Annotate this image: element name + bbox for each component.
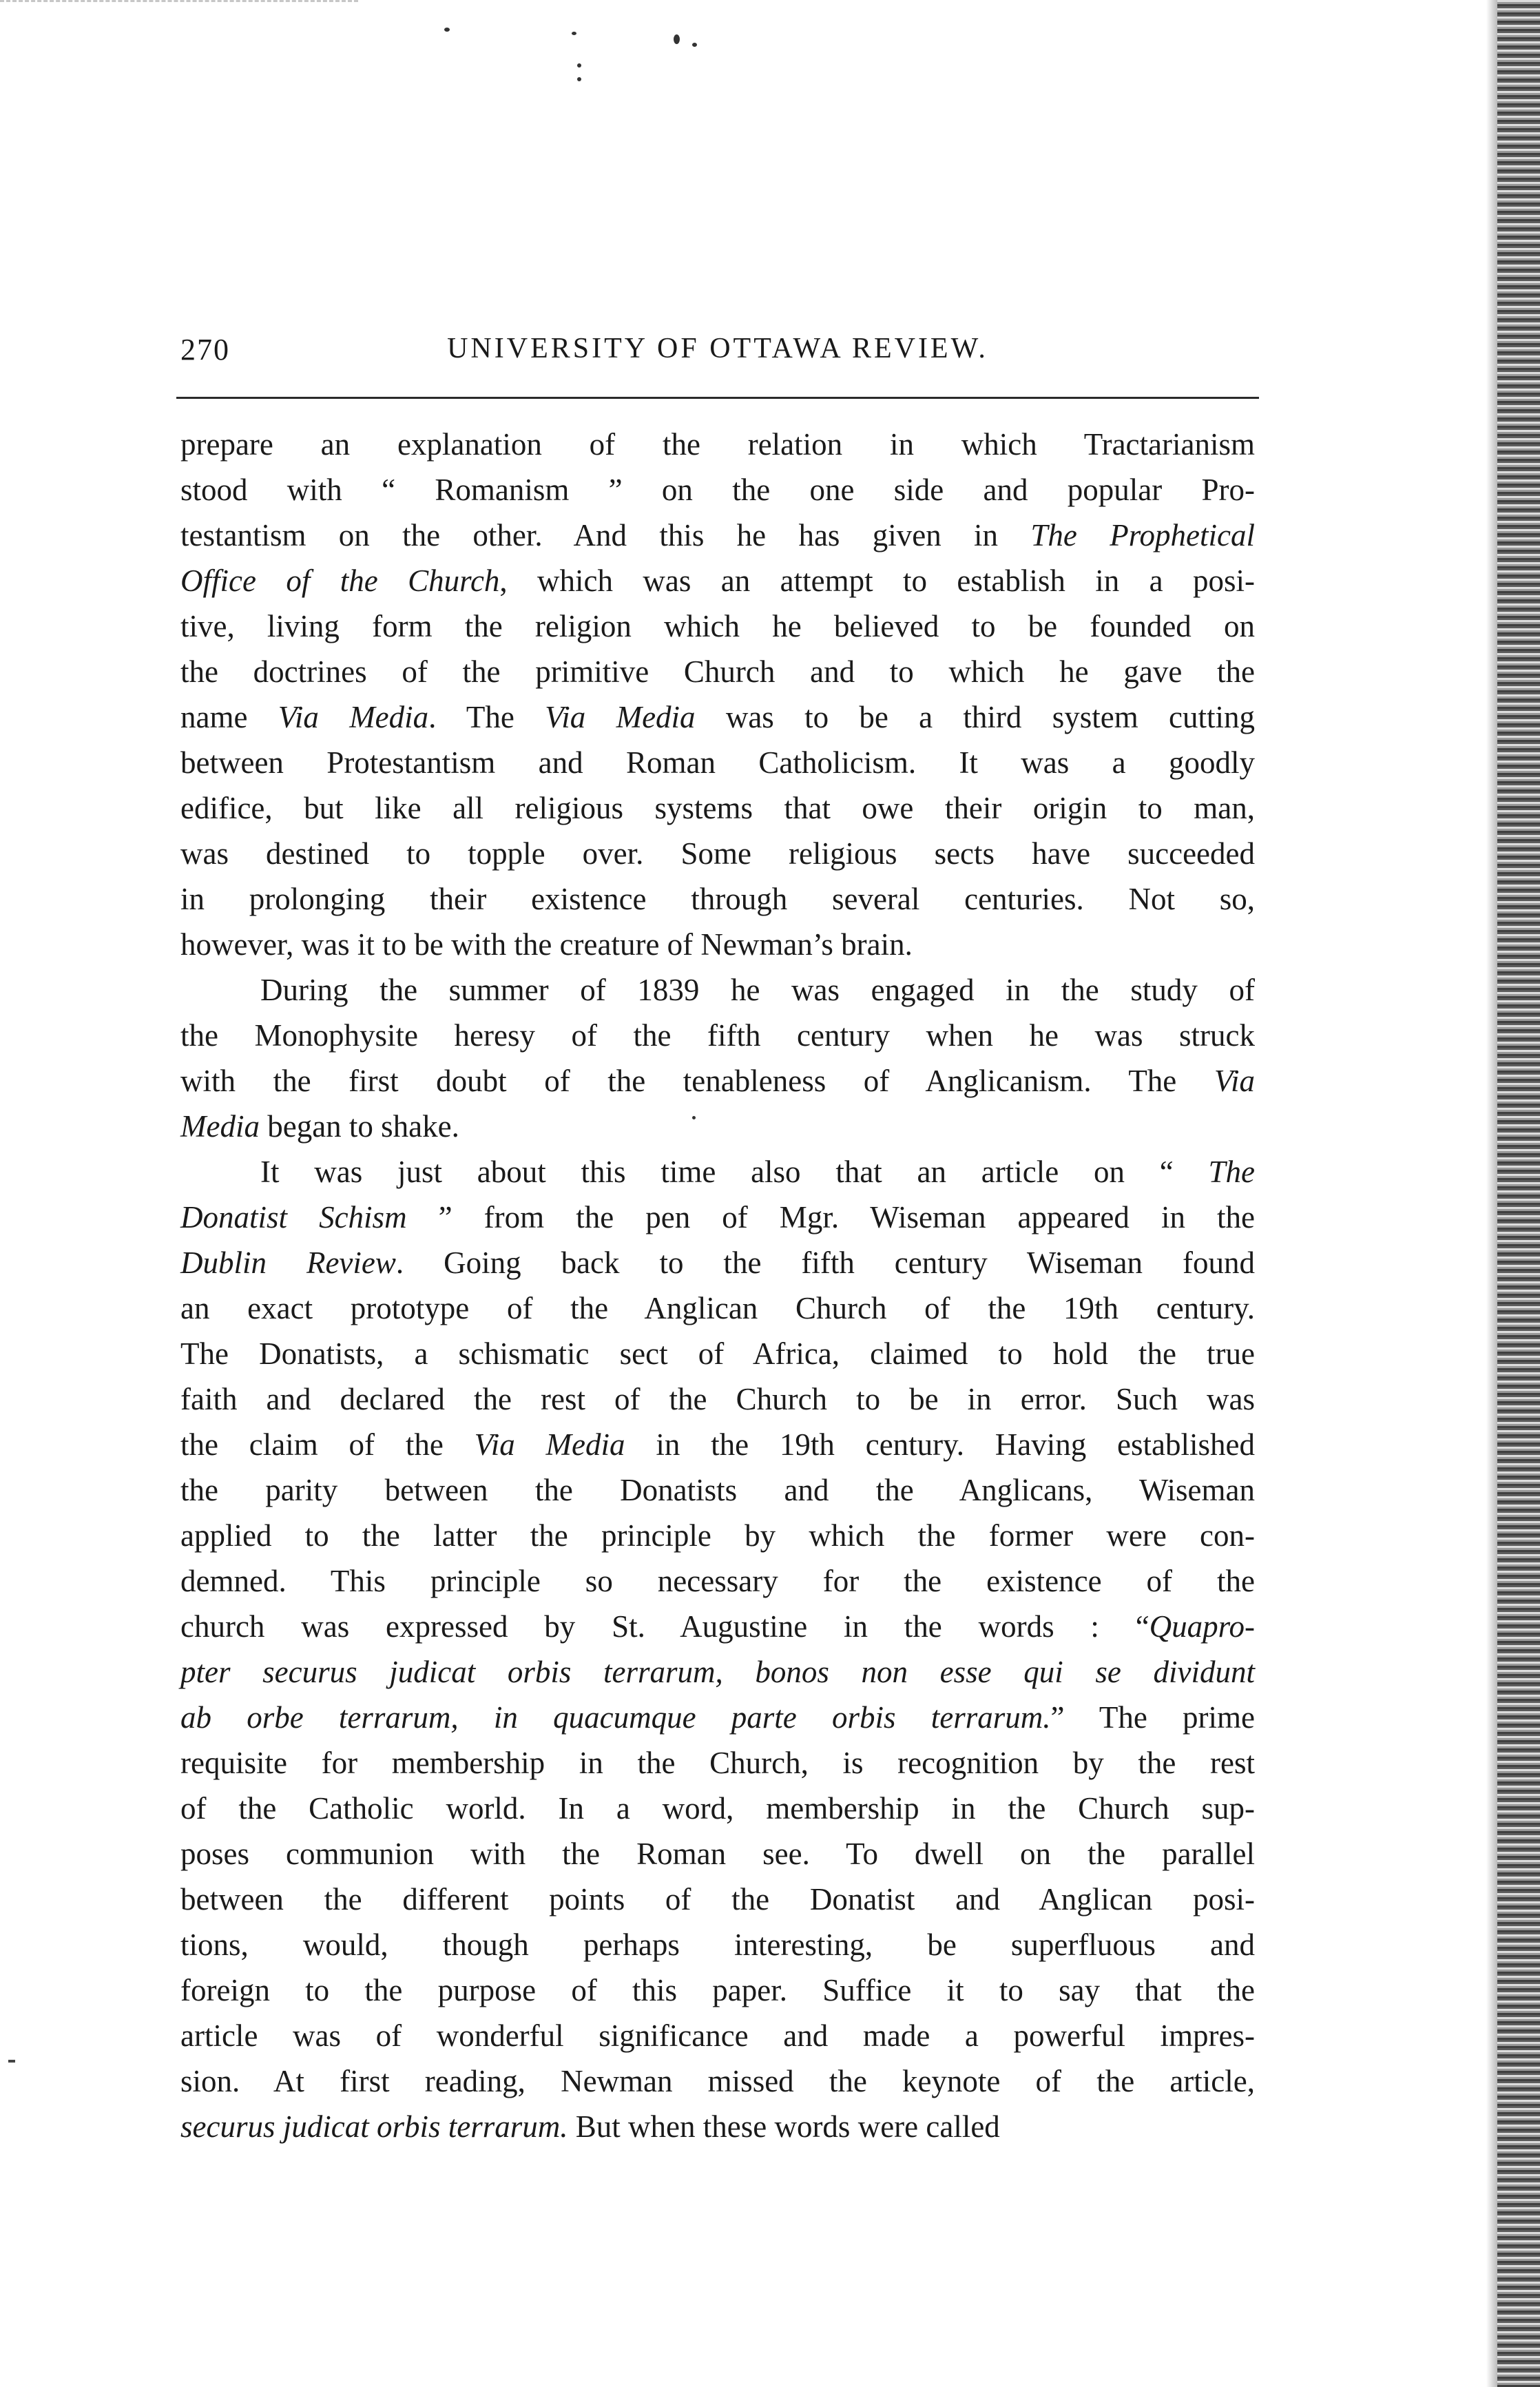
text-line	[180, 1058, 1255, 1104]
text-run: the parity between the Donatists and the Anglicans, Wiseman	[180, 1473, 1255, 1507]
text-line	[180, 1240, 1255, 1285]
scan-speck	[577, 63, 581, 68]
text-run: between the different points of the Donatist and Anglican posi-	[180, 1882, 1255, 1916]
text-run: name	[180, 700, 278, 734]
text-line	[180, 649, 1255, 694]
text-run: between Protestantism and Roman Catholicism. It was a goodly	[180, 745, 1255, 780]
text-run: in prolonging their existence through several centuries. Not so,	[180, 882, 1255, 916]
text-line	[180, 1604, 1255, 1649]
text-line	[180, 967, 1255, 1013]
text-line	[180, 1967, 1255, 2013]
text-line	[180, 1649, 1255, 1695]
running-title: UNIVERSITY OF OTTAWA REVIEW.	[447, 333, 988, 364]
article-body	[180, 422, 1255, 2149]
text-line	[180, 1285, 1255, 1331]
text-run: of the Catholic world. In a word, membership in the Church sup-	[180, 1791, 1255, 1826]
italic-run: Media	[180, 1109, 260, 1144]
text-run: ” The prime	[1050, 1700, 1255, 1735]
text-run: church was expressed by St. Augustine in the words : “	[180, 1609, 1149, 1644]
page-edge	[1497, 0, 1540, 2387]
text-run: testantism on the other. And this he has given in	[180, 518, 1031, 552]
text-run: ” from the pen of Mgr. Wiseman appeared in the	[406, 1200, 1255, 1234]
text-line	[180, 2013, 1255, 2058]
text-run: prepare an explanation of the relation in which Tractarianism	[180, 427, 1255, 462]
binding-shadow	[1486, 0, 1497, 2387]
text-line	[180, 2104, 1255, 2149]
text-line	[180, 1149, 1255, 1195]
italic-run: Via Media	[278, 700, 429, 734]
text-run: tions, would, though perhaps interesting, be superfluous and	[180, 1928, 1255, 1962]
running-header	[180, 332, 1255, 373]
text-line	[180, 922, 1255, 967]
text-run: in the 19th century. Having established	[625, 1427, 1256, 1462]
text-run: with the first doubt of the tenableness of Anglicanism. The	[180, 1064, 1214, 1098]
text-run: . The	[428, 700, 545, 734]
margin-mark	[8, 2060, 15, 2063]
text-line	[180, 1922, 1255, 1967]
text-line	[180, 1786, 1255, 1831]
text-line	[180, 740, 1255, 785]
text-line	[180, 1195, 1255, 1240]
page-number: 270	[180, 333, 230, 366]
text-run: the Monophysite heresy of the fifth century when he was struck	[180, 1018, 1255, 1053]
text-line	[180, 603, 1255, 649]
text-run: stood with “ Romanism ” on the one side and popular Pro-	[180, 473, 1255, 507]
scan-speck	[674, 34, 680, 44]
italic-run: pter securus judicat orbis terrarum, bonos non esse qui se dividunt	[180, 1655, 1255, 1689]
text-line	[180, 876, 1255, 922]
scan-speck	[577, 77, 581, 81]
text-line	[180, 1558, 1255, 1604]
text-run: . Going back to the fifth century Wiseman found	[395, 1246, 1255, 1280]
italic-run: The Prophetical	[1030, 518, 1255, 552]
text-run: faith and declared the rest of the Church to be in error. Such was	[180, 1382, 1255, 1416]
text-run: was to be a third system cutting	[695, 700, 1255, 734]
text-line	[180, 1740, 1255, 1786]
text-run: was destined to topple over. Some religious sects have succeeded	[180, 836, 1255, 871]
text-line	[180, 1467, 1255, 1513]
header-rule	[176, 397, 1259, 399]
text-line	[180, 1831, 1255, 1877]
text-run: sion. At first reading, Newman missed the keynote of the article,	[180, 2064, 1255, 2098]
text-run: It was just about this time also that an article on “	[260, 1155, 1209, 1189]
text-run: requisite for membership in the Church, is recognition by the rest	[180, 1746, 1255, 1780]
scan-speck	[444, 28, 450, 32]
text-line	[180, 422, 1255, 467]
text-run: demned. This principle so necessary for the existence of the	[180, 1564, 1255, 1598]
text-run: But when these words were called	[568, 2109, 1000, 2144]
italic-run: Via Media	[474, 1427, 625, 1462]
text-line	[180, 2058, 1255, 2104]
text-line	[180, 1513, 1255, 1558]
text-run: tive, living form the religion which he believed to be founded on	[180, 609, 1255, 643]
text-line	[180, 558, 1255, 603]
text-run: an exact prototype of the Anglican Church of the 19th century.	[180, 1291, 1255, 1325]
italic-run: Via	[1214, 1064, 1255, 1098]
text-run: applied to the latter the principle by which the former were con-	[180, 1518, 1255, 1553]
scan-artifact	[0, 0, 358, 14]
text-line	[180, 1877, 1255, 1922]
scan-speck	[572, 32, 576, 35]
text-run: the claim of the	[180, 1427, 475, 1462]
text-line	[180, 831, 1255, 876]
text-run: The Donatists, a schismatic sect of Africa, claimed to hold the true	[180, 1336, 1255, 1371]
text-run: article was of wonderful significance and made a powerful impres-	[180, 2018, 1255, 2053]
italic-run: ab orbe terrarum, in quacumque parte orbis terrarum.	[180, 1700, 1051, 1735]
text-line	[180, 1104, 1255, 1149]
text-run: poses communion with the Roman see. To dwell on the parallel	[180, 1837, 1255, 1871]
text-run: edifice, but like all religious systems that owe their origin to man,	[180, 791, 1255, 825]
text-line	[180, 1013, 1255, 1058]
text-line	[180, 694, 1255, 740]
text-run: began to shake.	[259, 1109, 459, 1144]
italic-run: Dublin Review	[180, 1246, 396, 1280]
italic-run: Quapro-	[1149, 1609, 1255, 1644]
italic-run: Donatist Schism	[180, 1200, 407, 1234]
italic-run: The	[1208, 1155, 1255, 1189]
paragraph	[180, 1149, 1255, 2149]
text-run: During the summer of 1839 he was engaged in the study of	[260, 973, 1255, 1007]
paragraph	[180, 422, 1255, 967]
text-line	[180, 785, 1255, 831]
text-line	[180, 1695, 1255, 1740]
text-line	[180, 1331, 1255, 1376]
scan-speck	[692, 43, 697, 47]
italic-run: Via Media	[545, 700, 696, 734]
text-line	[180, 467, 1255, 513]
text-run: foreign to the purpose of this paper. Suffice it to say that the	[180, 1973, 1255, 2007]
text-line	[180, 1376, 1255, 1422]
paragraph	[180, 967, 1255, 1149]
text-run: however, was it to be with the creature of Newman’s brain.	[180, 927, 913, 962]
italic-run: securus judicat orbis terrarum.	[180, 2109, 568, 2144]
italic-run: Office of the Church	[180, 564, 500, 598]
text-line	[180, 1422, 1255, 1467]
text-line	[180, 513, 1255, 558]
text-run: , which was an attempt to establish in a posi-	[499, 564, 1255, 598]
text-run: the doctrines of the primitive Church and to which he gave the	[180, 654, 1255, 689]
